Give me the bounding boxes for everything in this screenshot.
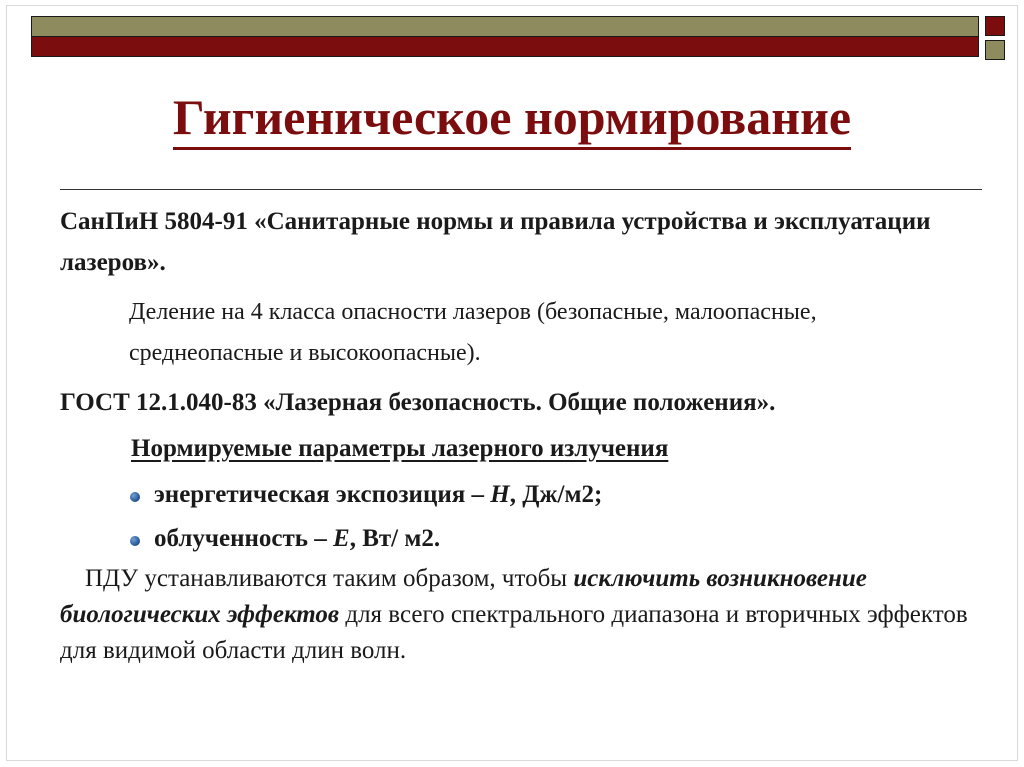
division-text: Деление на 4 класса опасности лазеров (безопасные, малоопасные, среднеопасные и высокоопасные). bbox=[129, 299, 817, 366]
list-item bbox=[130, 518, 440, 559]
pdu-emphasis: исключить возникновение биологических эффектов bbox=[60, 565, 867, 628]
list-item-label: облученность – bbox=[154, 525, 334, 552]
pdu-end: для всего спектрального диапазона и вторичных эффектов для видимой области длин волн. bbox=[60, 601, 968, 664]
header-bar-olive bbox=[31, 16, 979, 37]
title-divider bbox=[60, 189, 982, 190]
round-bullet-icon bbox=[130, 492, 140, 502]
list-item bbox=[130, 474, 602, 515]
list-item-unit: , Дж/м2; bbox=[509, 481, 603, 508]
pdu-start: ПДУ устанавливаются таким образом, чтобы bbox=[85, 565, 574, 592]
slide-title-wrap bbox=[0, 88, 1024, 150]
round-bullet-icon bbox=[130, 536, 140, 546]
corner-square-olive bbox=[985, 40, 1005, 60]
list-item-variable: Е bbox=[333, 525, 350, 552]
gost-text: ГОСТ 12.1.040-83 «Лазерная безопасность. Общие положения». bbox=[60, 389, 776, 416]
list-item-text bbox=[154, 474, 602, 515]
list-item-unit: , Вт/ м2. bbox=[349, 525, 441, 552]
list-item-variable: Н bbox=[490, 481, 510, 508]
corner-square-red bbox=[985, 16, 1005, 36]
sanpin-text: СанПиН 5804-91 «Санитарные нормы и правила устройства и эксплуатации лазеров». bbox=[60, 208, 931, 276]
list-item-text bbox=[154, 518, 440, 559]
slide-title: Гигиеническое нормирование bbox=[173, 89, 851, 150]
list-item-label: энергетическая экспозиция – bbox=[154, 481, 491, 508]
header-bar-red bbox=[31, 37, 979, 57]
params-heading: Нормируемые параметры лазерного излучения bbox=[131, 435, 669, 462]
pdu-paragraph bbox=[60, 561, 980, 669]
